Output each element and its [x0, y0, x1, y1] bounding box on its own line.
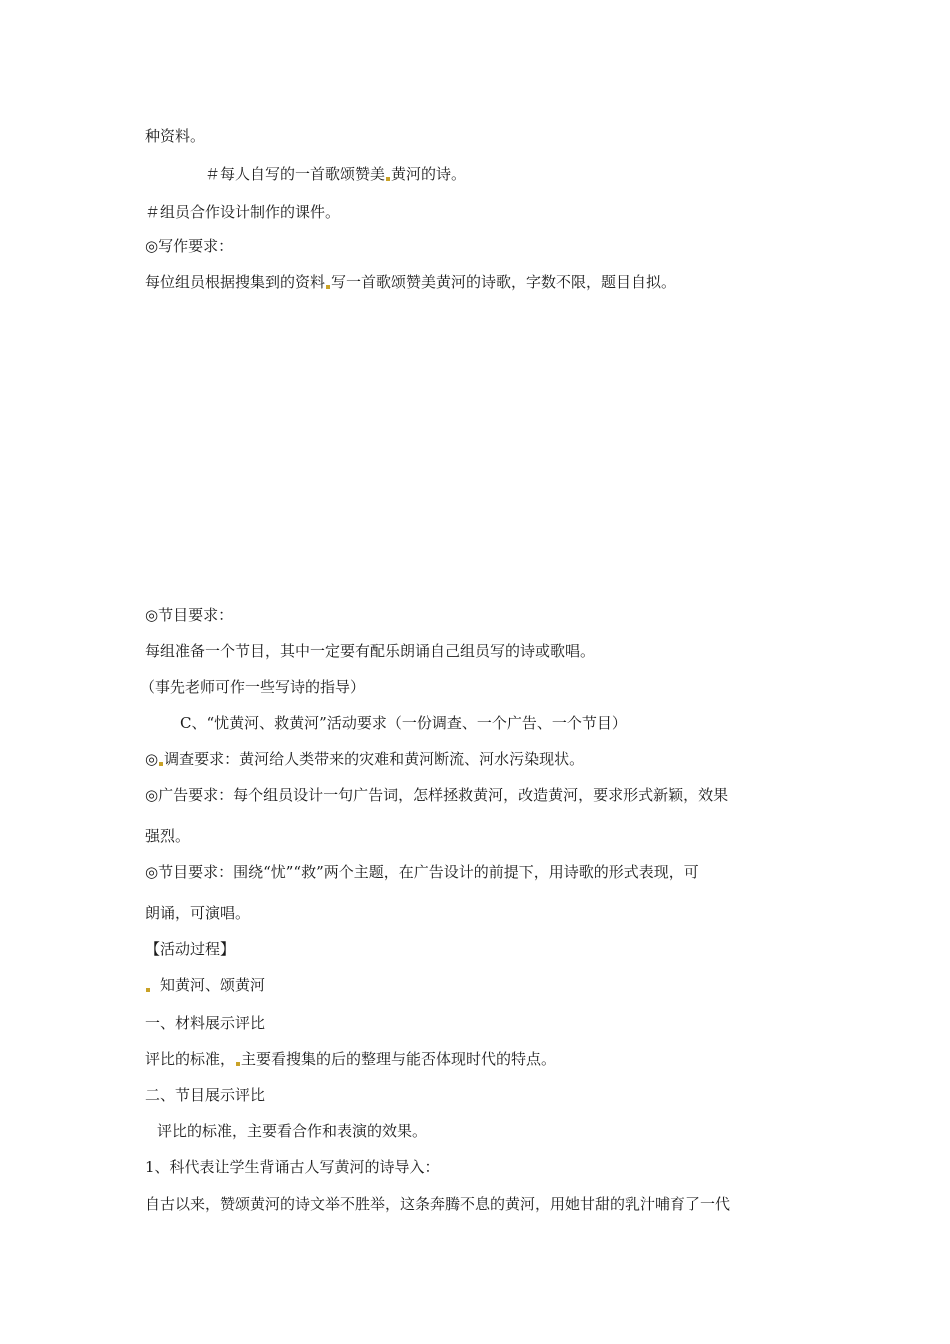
section-heading: ◎写作要求：: [145, 237, 234, 255]
paragraph-line: 每位组员根据搜集到的资料 写一首歌颂赞美黄河的诗歌，字数不限，题目自拟。: [145, 273, 677, 291]
paragraph-line: 一、材料展示评比: [145, 1014, 266, 1032]
paragraph-line: 种资料。: [145, 127, 206, 145]
paragraph-line: 强烈。: [145, 827, 191, 845]
marker-icon: [236, 1062, 240, 1066]
section-heading: ◎节目要求：: [145, 606, 234, 624]
marker-icon: [159, 762, 163, 766]
paragraph-line: ◎节目要求：围绕“忧”“救”两个主题，在广告设计的前提下，用诗歌的形式表现，可: [145, 863, 699, 881]
marker-icon: [326, 285, 330, 289]
paragraph-line: C、“忧黄河、救黄河”活动要求（一份调查、一个广告、一个节目）: [180, 714, 627, 732]
paragraph-line: 知黄河、颂黄河: [145, 975, 265, 995]
paragraph-line: 二、节目展示评比: [145, 1086, 266, 1104]
marker-icon: [386, 177, 390, 181]
paragraph-line: 评比的标准， 主要看搜集的后的整理与能否体现时代的特点。: [145, 1050, 557, 1068]
paragraph-line: ◎ 调查要求：黄河给人类带来的灾难和黄河断流、河水污染现状。: [145, 750, 585, 768]
paragraph-line: ＃组员合作设计制作的课件。: [145, 203, 341, 221]
paragraph-line: 自古以来，赞颂黄河的诗文举不胜举，这条奔腾不息的黄河，用她甘甜的乳汁哺育了一代: [145, 1195, 731, 1213]
paragraph-line: 朗诵，可演唱。: [145, 904, 251, 922]
paragraph-line: ◎广告要求：每个组员设计一句广告词，怎样拯救黄河，改造黄河，要求形式新颖，效果: [145, 786, 729, 804]
paragraph-line: 每组准备一个节目，其中一定要有配乐朗诵自己组员写的诗或歌唱。: [145, 642, 596, 660]
marker-icon: [146, 988, 150, 992]
paragraph-line: 评比的标准，主要看合作和表演的效果。: [157, 1122, 428, 1140]
paragraph-line: 1、科代表让学生背诵古人写黄河的诗导入：: [145, 1158, 440, 1176]
paragraph-line: ＃每人自写的一首歌颂赞美 黄河的诗。: [205, 165, 467, 183]
section-heading: 【活动过程】: [145, 940, 236, 958]
paragraph-line: （事先老师可作一些写诗的指导）: [140, 678, 366, 696]
